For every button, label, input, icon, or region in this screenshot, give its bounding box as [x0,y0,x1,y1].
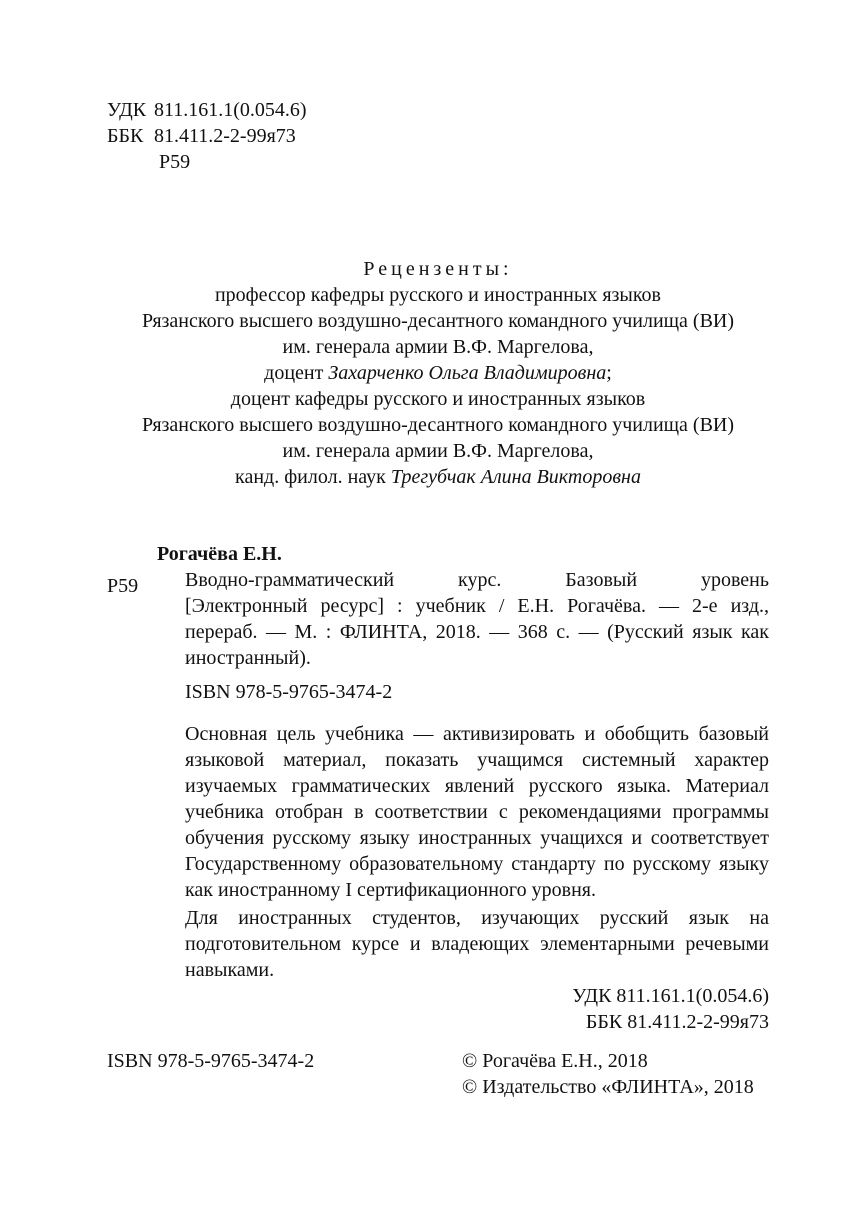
bibliographic-entry [107,541,769,1035]
entry-author-mark: Р59 [107,575,139,597]
reviewer-2-title: канд. филол. наук [235,466,386,488]
entry-annotation [107,721,769,983]
reviewer-1-institution: Рязанского высшего воздушно-десантного командного училища (ВИ) [141,310,735,332]
reviewer-1-position: профессор кафедры русского и иностранных языков [214,284,662,306]
copyright-publisher: © Издательство «ФЛИНТА», 2018 [462,1076,754,1098]
annotation-paragraph-1: Основная цель учебника — активизировать и обобщить базовый языковой материал, показать учащимся системный характер изучаемых грамматических явлений русского языка. Материал учебника отобран в соответствии с рекомендациями программы обучения русскому языку иностранных учащихся и соответствует Государственному образовательному стандарту по русскому языку как иностранному I сертификационного уровня. [185,723,769,901]
copyright-author: © Рогачёва Е.Н., 2018 [462,1050,648,1072]
bbk-value: 81.411.2-2-99я73 [154,125,296,147]
reviewers-block [100,256,776,490]
reviewer-1-institution-name: им. генерала армии В.Ф. Маргелова, [282,336,594,358]
reviewer-1-end: ; [606,362,612,384]
entry-title-line: Вводно-грамматический курс. Базовый уровень [185,569,769,591]
entry-description [185,567,769,671]
reviewer-2-name: Трегубчак Алина Викторовна [390,466,641,488]
reviewers-heading: Рецензенты: [363,258,513,280]
reviewer-1-name: Захарченко Ольга Владимировна [328,362,607,384]
entry-record [107,567,769,671]
entry-author: Рогачёва Е.Н. [157,543,282,565]
entry-udk: УДК 811.161.1(0.054.6) [572,985,769,1007]
reviewer-1-title: доцент [264,362,324,384]
entry-description-rest: [Электронный ресурс] : учебник / Е.Н. Рогачёва. — 2-е изд., перераб. — М. : ФЛИНТА, 2018. — 368 с. — (Русский язык как иностранный). [185,595,769,669]
udk-code [107,97,507,123]
reviewer-2-institution: Рязанского высшего воздушно-десантного командного училища (ВИ) [141,414,735,436]
copyright-notices [462,1048,754,1100]
reviewer-2-line [100,464,776,490]
bbk-code [107,123,507,149]
author-mark: Р59 [159,151,191,173]
classification-codes [107,97,507,175]
entry-bbk: ББК 81.411.2-2-99я73 [585,1011,769,1033]
udk-value: 811.161.1(0.054.6) [154,99,307,121]
entry-codes [107,983,769,1035]
reviewer-2-position: доцент кафедры русского и иностранных языков [230,388,646,410]
entry-isbn: ISBN 978-5-9765-3474-2 [185,681,393,703]
reviewer-2-institution-name: им. генерала армии В.Ф. Маргелова, [282,440,594,462]
annotation-paragraph-2: Для иностранных студентов, изучающих русский язык на подготовительном курсе и владеющих элементарными речевыми навыками. [185,907,769,981]
bbk-label: ББК [107,125,144,147]
udk-label: УДК [107,99,147,121]
reviewer-1-line [100,360,776,386]
bottom-isbn: ISBN 978-5-9765-3474-2 [107,1050,315,1072]
